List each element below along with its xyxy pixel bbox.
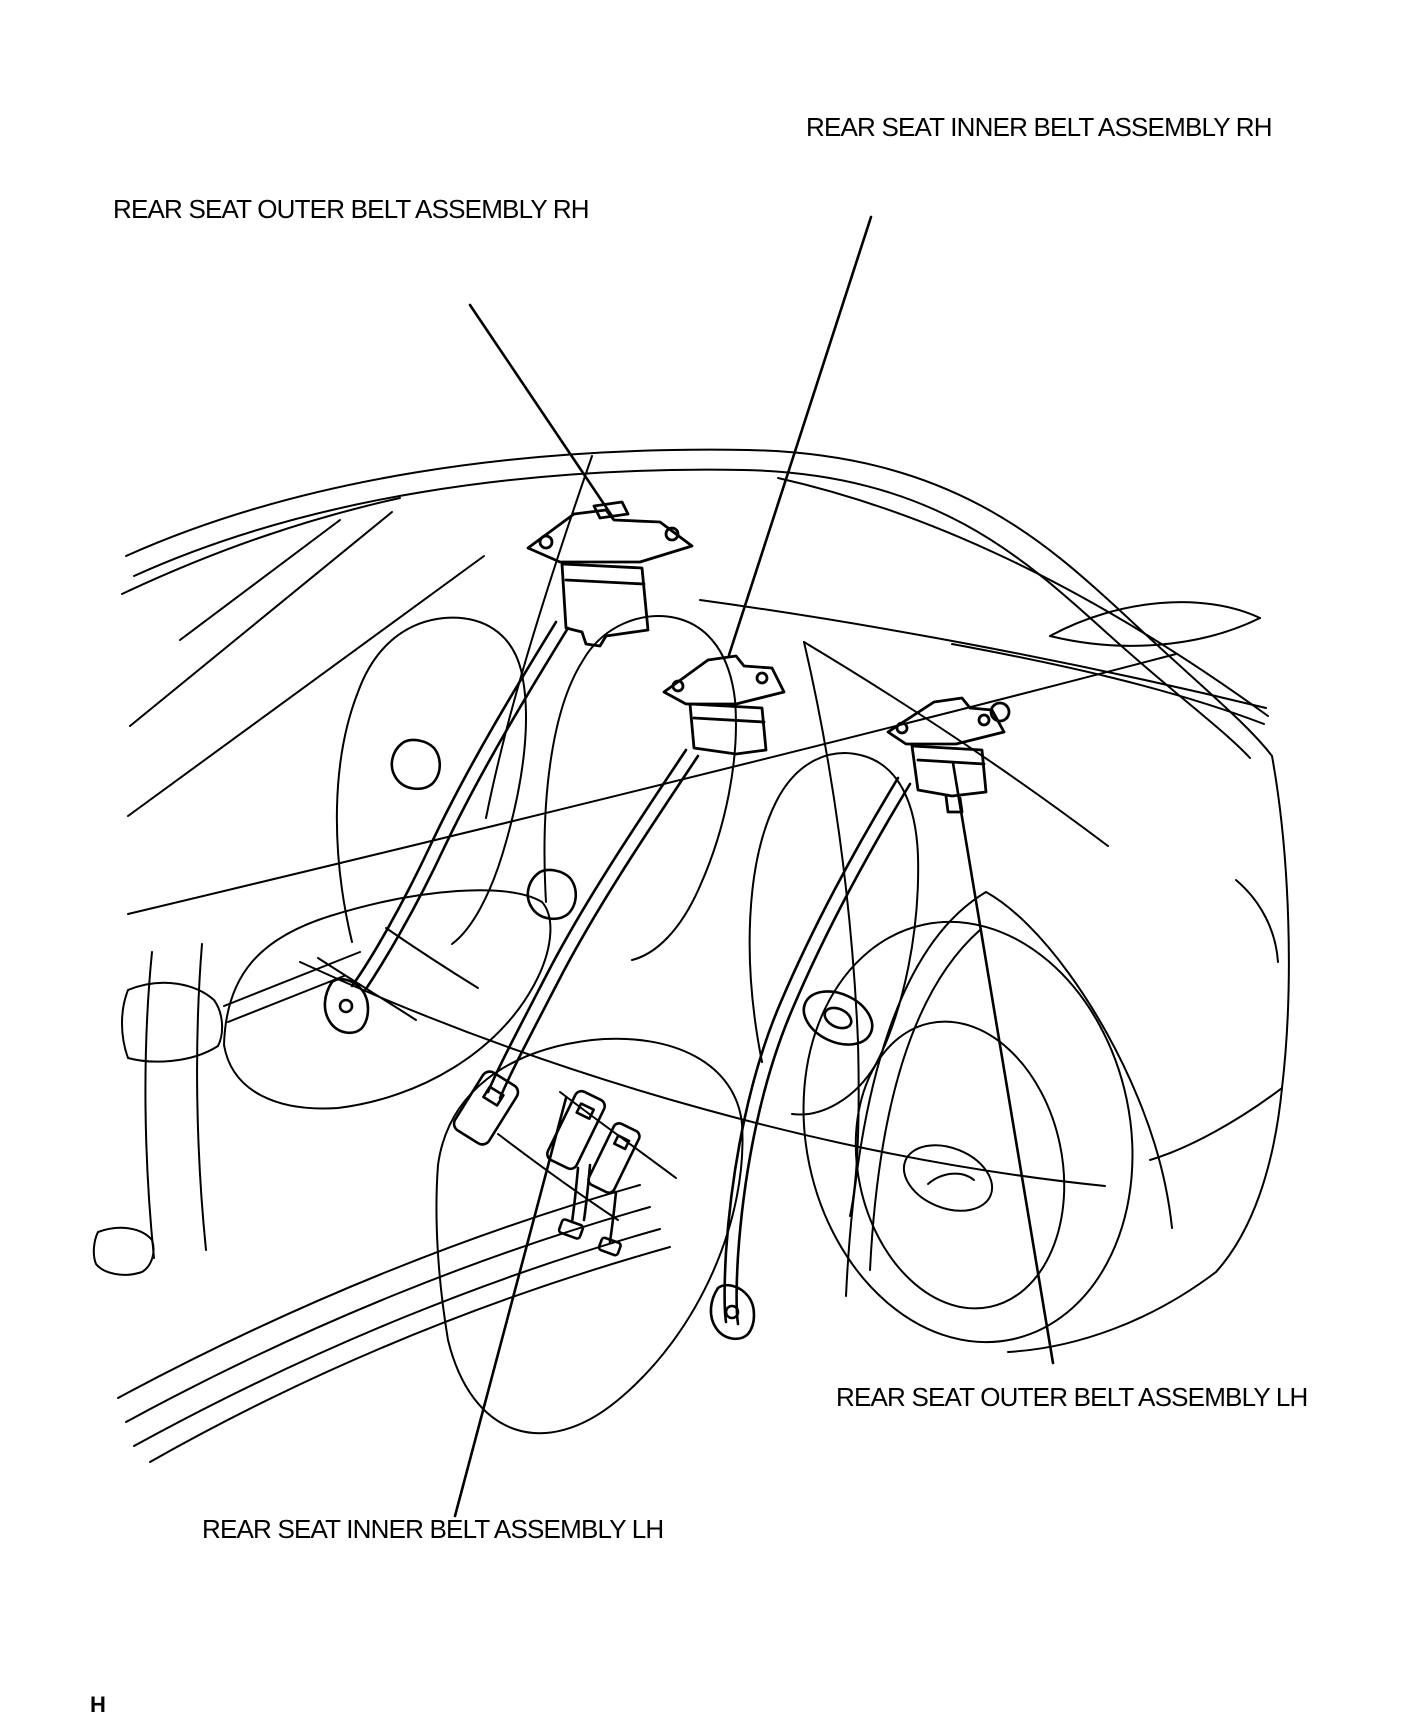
rear-end-edge [1216,756,1289,1272]
outer-belt-rh-strap-b [364,628,568,992]
rear-glass-top [778,478,1268,716]
car-body-outline [118,450,1289,1462]
outer-belt-rh-anchor [325,979,368,1033]
rear-cushion-right-pleat-1 [498,1134,618,1220]
front-seat-lower-pad [94,1228,154,1275]
inner-belt-rh-guide-loop [528,870,576,919]
door-pull-handle-detail [928,1174,974,1184]
leader-line-inner-rh [729,217,871,655]
door-pull-handle [894,1133,1002,1223]
roof-line-outer [126,450,1272,756]
front-seat-cushion [122,983,222,1062]
leader-line-outer-rh [470,305,612,516]
retractor-housing-line [918,760,984,764]
inner-belt-lh-floor-anchor-1 [558,1219,583,1240]
outer-belt-lh-guide-loop-slot [822,1004,855,1032]
leader-line-inner-lh [455,1098,566,1516]
inner-belt-rh-strap-b [500,756,698,1098]
rear-cushion-left-pleat-2 [386,928,478,988]
rear-seatback-right [750,753,919,1114]
retractor-housing [912,746,986,796]
rear-wheel-rim [830,1002,1090,1328]
label-rear-seat-inner-belt-lh: REAR SEAT INNER BELT ASSEMBLY LH [202,1514,664,1544]
rocker-line-4 [150,1247,670,1462]
inner-belt-lh-buckles [545,1089,642,1256]
inner-belt-lh-strap-1a [572,1168,578,1222]
rear-seats [224,616,918,1433]
label-rear-seat-inner-belt-rh: REAR SEAT INNER BELT ASSEMBLY RH [806,112,1272,142]
outer-belt-rh-anchor-bolt [340,1000,352,1012]
inner-belt-rh-retractor [664,656,784,754]
outer-belt-lh-guide-loop [795,981,881,1055]
retractor-housing [690,704,766,754]
rear-tire [765,891,1170,1373]
wheel-arch-inner [870,930,980,1270]
page-footer-mark: H [90,1692,106,1717]
belt-retractors [528,502,1009,812]
leader-line-outer-lh [953,763,1053,1363]
windshield-pillar-1 [130,512,392,726]
rocker-line-3 [134,1229,660,1446]
inner-belt-lh-strap-1b [584,1165,590,1220]
label-rear-seat-outer-belt-lh: REAR SEAT OUTER BELT ASSEMBLY LH [836,1382,1308,1412]
retractor-housing-line [694,718,764,722]
c-pillar-door-edge [804,642,859,1216]
outer-belt-rh-guide-loop [392,740,440,789]
rear-bumper-crease [1150,1088,1282,1160]
front-seatback-edge-2 [197,944,206,1250]
retractor-bolt [979,715,989,725]
retractor-bolt [540,536,552,548]
front-seats [94,944,222,1275]
beltline-long [128,654,1176,914]
rear-seatback-left [337,618,526,944]
outer-belt-lh-anchor [711,1285,754,1339]
b-pillar [486,456,592,818]
outer-belt-rh-strap-a [352,622,556,986]
retractor-bolt [757,673,767,683]
quarter-shoulder-line-2 [952,644,1264,724]
label-rear-seat-outer-belt-rh: REAR SEAT OUTER BELT ASSEMBLY RH [113,194,589,224]
windshield-pillar-2 [128,556,484,816]
floor-sill-line [300,962,1105,1186]
rocker-line-1 [118,1185,640,1398]
front-seatback-edge-1 [145,952,154,1258]
retractor-housing-line [566,580,644,584]
tail-lamp [1236,880,1278,962]
